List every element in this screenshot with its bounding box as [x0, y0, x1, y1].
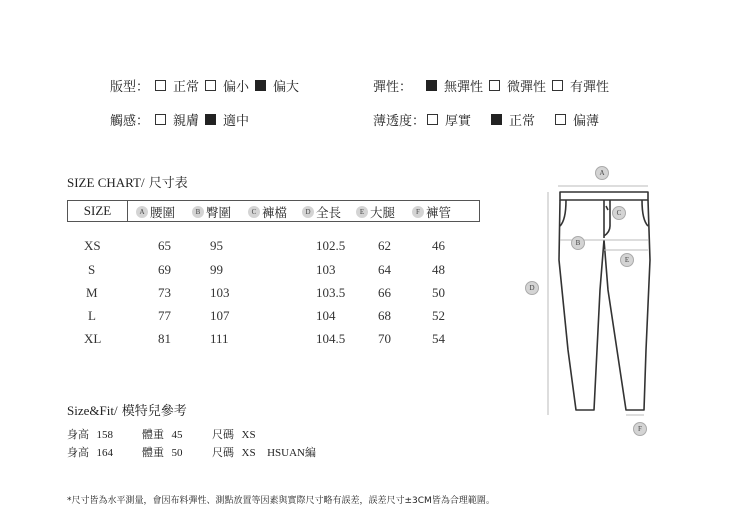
size-chart-header [67, 200, 480, 222]
checkbox-icon [155, 80, 166, 91]
elasticity-option-yes: 有彈性 [552, 76, 609, 95]
column-waist: A 腰圍 [136, 203, 175, 221]
checked-box-icon [426, 80, 437, 91]
checkbox-icon [489, 80, 500, 91]
diagram-label-d: D [525, 281, 539, 295]
diagram-label-a: A [595, 166, 609, 180]
column-hip: B 臀圍 [192, 203, 231, 221]
column-length: D 全長 [302, 203, 341, 221]
column-hem: F 褲管 [412, 203, 451, 221]
checkbox-icon [427, 114, 438, 125]
label-f-badge: F [412, 206, 424, 218]
size-fit-title: Size&Fit/ 模特兒參考 [67, 403, 187, 419]
checked-box-icon [205, 114, 216, 125]
diagram-label-e: E [620, 253, 634, 267]
checked-box-icon [491, 114, 502, 125]
sheerness-label: 薄透度： [373, 114, 426, 129]
sheerness-attribute [373, 110, 605, 129]
label-b-badge: B [192, 206, 204, 218]
feel-option-soft: 親膚 [155, 110, 199, 129]
model-2-weight: 體重 50 [142, 446, 183, 459]
sheerness-option-normal: 正常 [491, 110, 535, 129]
checked-box-icon [255, 80, 266, 91]
model-1: 身高 158 [67, 428, 113, 441]
footnote: *尺寸皆為水平測量，會因布料彈性、測點放置等因素與實際尺寸略有誤差，誤差尺寸±3CM皆為合理範圍。 [67, 496, 495, 506]
diagram-label-f: F [633, 422, 647, 436]
sheerness-option-thick: 厚實 [427, 110, 471, 129]
elasticity-option-slight: 微彈性 [489, 76, 546, 95]
pants-diagram [540, 170, 670, 420]
model-2: 身高 164 [67, 446, 113, 459]
elasticity-label: 彈性： [373, 80, 413, 95]
fit-option-normal: 正常 [155, 76, 199, 95]
checkbox-icon [552, 80, 563, 91]
label-a-badge: A [136, 206, 148, 218]
label-e-badge: E [356, 206, 368, 218]
label-d-badge: D [302, 206, 314, 218]
sheerness-option-thin: 偏薄 [555, 110, 599, 129]
checkbox-icon [555, 114, 566, 125]
elasticity-option-none: 無彈性 [426, 76, 483, 95]
column-rise: C 褲檔 [248, 203, 287, 221]
elasticity-attribute [373, 76, 615, 95]
fit-option-large: 偏大 [255, 76, 299, 95]
checkbox-icon [205, 80, 216, 91]
column-thigh: E 大腿 [356, 203, 395, 221]
model-2-size: 尺碼 XS HSUAN編 [212, 446, 316, 459]
fit-label: 版型： [110, 80, 150, 95]
model-1-size: 尺碼 XS [212, 428, 256, 441]
label-c-badge: C [248, 206, 260, 218]
size-chart-title: SIZE CHART/ 尺寸表 [67, 175, 188, 191]
fit-attribute [110, 76, 305, 95]
feel-attribute [110, 110, 255, 129]
feel-option-medium: 適中 [205, 110, 249, 129]
checkbox-icon [155, 114, 166, 125]
diagram-label-b: B [571, 236, 585, 250]
model-1-weight: 體重 45 [142, 428, 183, 441]
diagram-label-c: C [612, 206, 626, 220]
feel-label: 觸感： [110, 114, 150, 129]
fit-option-small: 偏小 [205, 76, 249, 95]
size-header-cell: SIZE [68, 201, 128, 221]
